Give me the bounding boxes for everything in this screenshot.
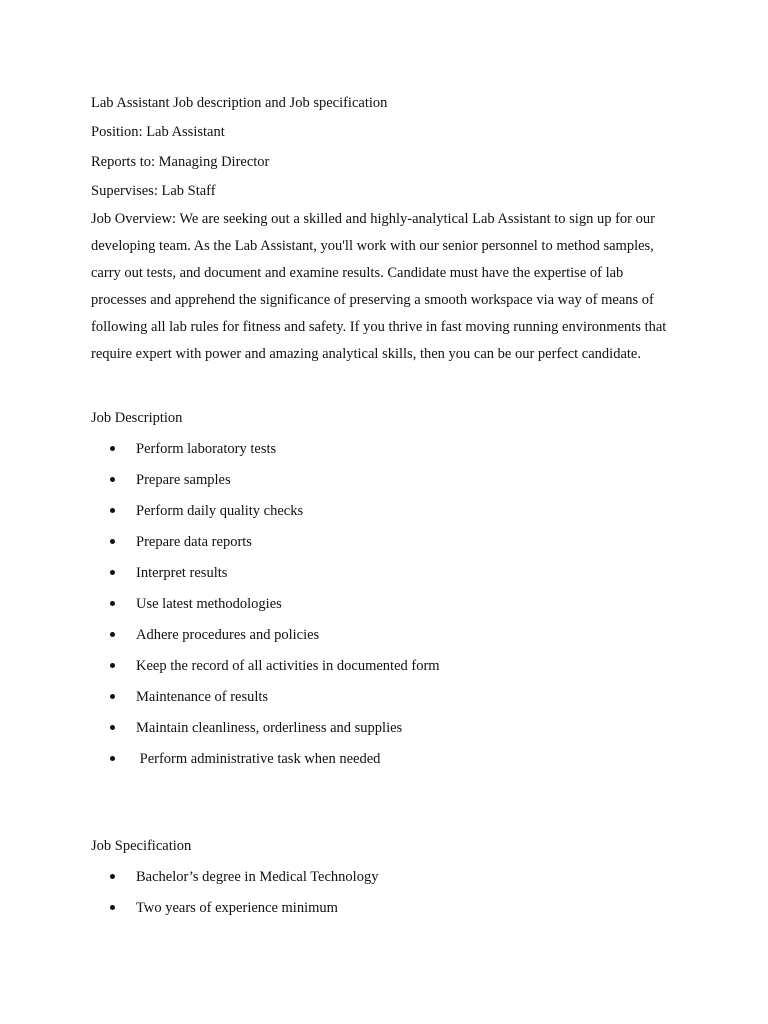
list-item-text: Use latest methodologies	[136, 596, 282, 612]
bullet-icon	[110, 632, 115, 637]
job-description-list	[110, 440, 670, 781]
list-item	[110, 899, 670, 930]
job-specification-list	[110, 868, 670, 930]
list-item	[110, 626, 670, 657]
list-item	[110, 868, 670, 899]
bullet-icon	[110, 508, 115, 513]
list-item-text: Adhere procedures and policies	[136, 627, 320, 643]
list-item-text: Perform laboratory tests	[136, 441, 277, 457]
job-overview-paragraph: Job Overview: We are seeking out a skilled and highly-analytical Lab Assistant to sign up for our developing team. As the Lab Assistant, you'll work with our senior personnel to method samples, carry out tests, and document and examine results. Candidate must have the expertise of lab processes and apprehend the significance of preserving a smooth workspace via way of means of following all lab rules for fitness and safety. If you thrive in fast moving running environments that require expert with power and amazing analytical skills, then you can be our perfect candidate.	[91, 211, 667, 362]
bullet-icon	[110, 601, 115, 606]
bullet-icon	[110, 570, 115, 575]
list-item-text: Perform administrative task when needed	[136, 751, 381, 767]
list-item	[110, 750, 670, 781]
position-line: Position: Lab Assistant	[91, 124, 225, 140]
list-item	[110, 564, 670, 595]
supervises-line: Supervises: Lab Staff	[91, 183, 216, 199]
bullet-icon	[110, 874, 115, 879]
job-specification-heading: Job Specification	[91, 838, 192, 854]
list-item-text: Interpret results	[136, 565, 228, 581]
reports-to-line: Reports to: Managing Director	[91, 154, 270, 170]
bullet-icon	[110, 539, 115, 544]
job-description-heading: Job Description	[91, 410, 183, 426]
list-item-text: Maintenance of results	[136, 689, 269, 705]
list-item	[110, 440, 670, 471]
list-item	[110, 719, 670, 750]
document-title: Lab Assistant Job description and Job specification	[91, 95, 388, 111]
list-item-text: Two years of experience minimum	[136, 900, 338, 916]
list-item-text: Prepare samples	[136, 472, 231, 488]
bullet-icon	[110, 905, 115, 910]
list-item	[110, 657, 670, 688]
bullet-icon	[110, 477, 115, 482]
bullet-icon	[110, 756, 115, 761]
list-item	[110, 688, 670, 719]
list-item-text: Maintain cleanliness, orderliness and supplies	[136, 720, 403, 736]
list-item-text: Bachelor’s degree in Medical Technology	[136, 869, 379, 885]
list-item	[110, 471, 670, 502]
bullet-icon	[110, 446, 115, 451]
bullet-icon	[110, 694, 115, 699]
list-item-text: Perform daily quality checks	[136, 503, 304, 519]
list-item-text: Keep the record of all activities in documented form	[136, 658, 440, 674]
list-item-text: Prepare data reports	[136, 534, 252, 550]
list-item	[110, 595, 670, 626]
list-item	[110, 502, 670, 533]
list-item	[110, 533, 670, 564]
bullet-icon	[110, 663, 115, 668]
bullet-icon	[110, 725, 115, 730]
